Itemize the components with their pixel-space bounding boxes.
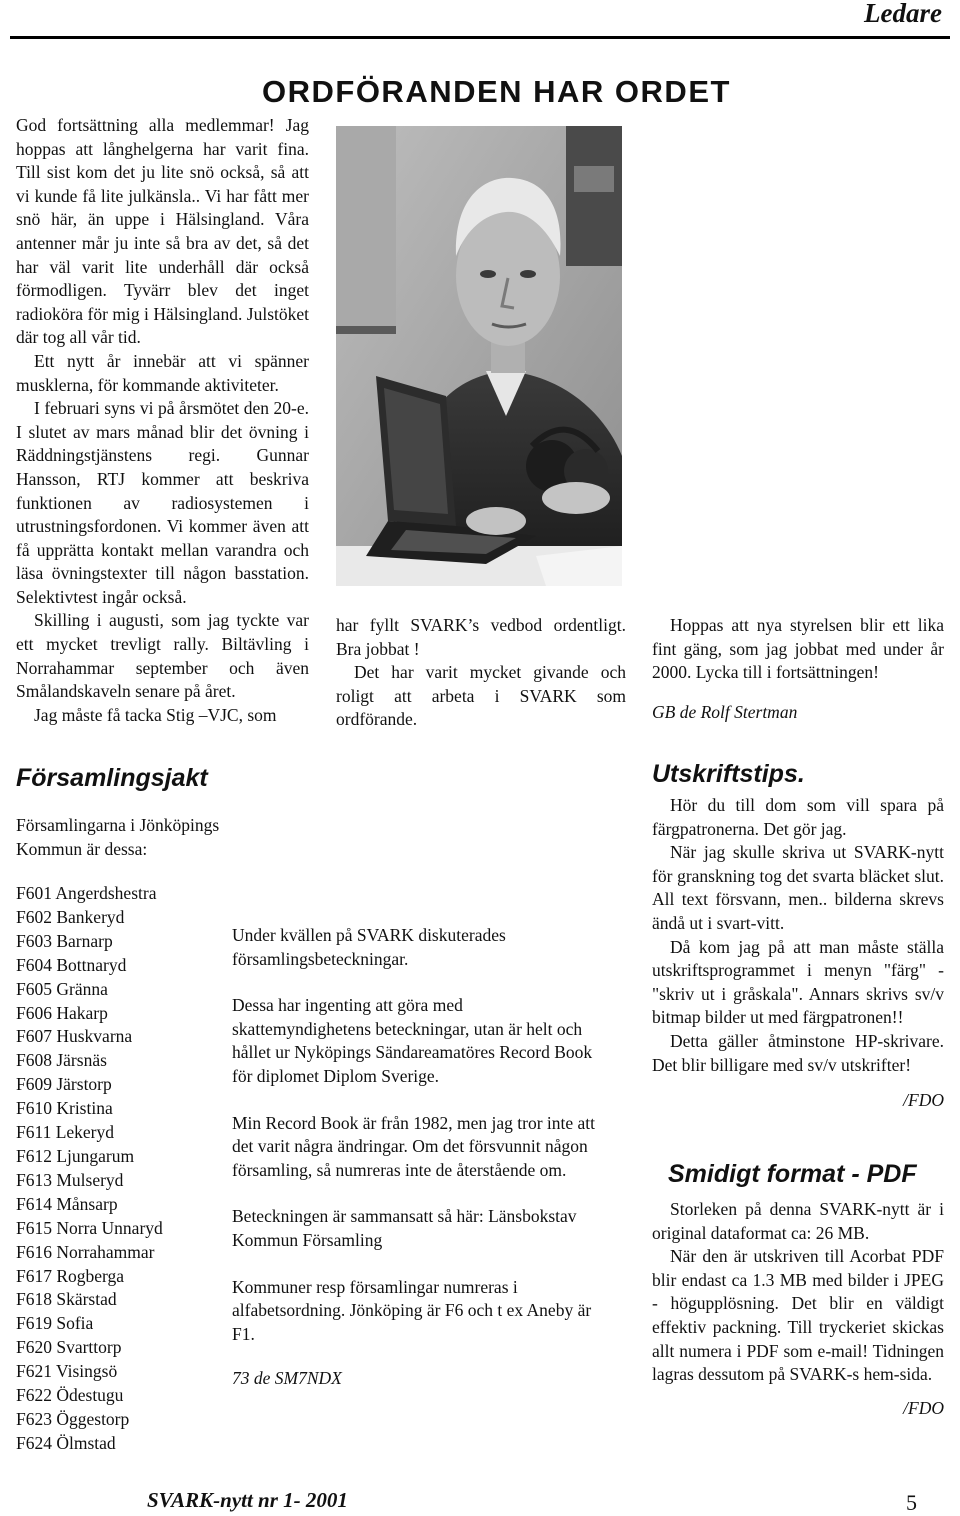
list-item: F601 Angerdshestra (16, 883, 157, 903)
list-item: F611 Lekeryd (16, 1122, 115, 1143)
article-paragraph: Skilling i augusti, som jag tyckte var ett mycket trevligt rally. Biltävling i Norrahammar september och även Smålandskaveln senare på året. (16, 610, 309, 702)
article-signature: GB de Rolf Stertman (652, 701, 798, 722)
article-paragraph: Hoppas att nya styrelsen blir ett lika fint gäng, som jag jobbat med under år 2000. Lycka till i fortsättningen! (652, 615, 944, 683)
forsamlingsjakt-paragraph: Under kvällen på SVARK diskuterades församlingsbeteckningar. (232, 925, 506, 969)
article-left-column (16, 114, 309, 727)
utskriftstips-paragraph: Detta gäller åtminstone HP-skrivare. Det blir billigare med sv/v utskrifter! (652, 1030, 944, 1075)
article-paragraph: Det har varit mycket givande och roligt att arbeta i SVARK som ordförande. (336, 662, 626, 730)
list-item: F615 Norra Unnaryd (16, 1217, 163, 1238)
pdf-signature: /FDO (903, 1397, 944, 1418)
list-item: F602 Bankeryd (16, 906, 125, 927)
list-item: F616 Norrahammar (16, 1241, 155, 1262)
forsamlingsjakt-paragraph: Min Record Book är från 1982, men jag tror inte att det varit några ändringar. Om det försvunnit någon församling, så numreras inte de återstående om. (232, 1112, 596, 1180)
utskriftstips-paragraph: Hör du till dom som vill spara på färgpatronerna. Det gör jag. (652, 795, 944, 839)
article-mid-column (336, 614, 626, 732)
list-item: F604 Bottnaryd (16, 954, 127, 975)
footer-title: SVARK-nytt nr 1- 2001 (147, 1488, 348, 1512)
article-headline: ORDFÖRANDEN HAR ORDET (262, 74, 731, 109)
header-rule (10, 36, 950, 39)
utskriftstips-headline: Utskriftstips. (652, 760, 805, 788)
parish-list (16, 882, 226, 1456)
forsamlingsjakt-paragraph: Kommuner resp församlingar numreras i alfabetsordning. Jönköping är F6 och t ex Aneby är F1. (232, 1276, 592, 1344)
list-item: F620 Svarttorp (16, 1337, 122, 1358)
list-item: F622 Ödestugu (16, 1385, 124, 1406)
list-item: F614 Månsarp (16, 1193, 118, 1214)
forsamlingsjakt-paragraph: Beteckningen är sammansatt så här: Länsbokstav Kommun Församling (232, 1206, 577, 1250)
list-item: F618 Skärstad (16, 1289, 117, 1310)
article-right-column (652, 614, 944, 724)
article-paragraph: Jag måste få tacka Stig –VJC, som (34, 704, 277, 725)
article-paragraph: I februari syns vi på årsmötet den 20-e. I slutet av mars månad blir det övning i Räddningstjänstens regi. Gunnar Hansson, RTJ kommer att beskriva funktionen av radiosystemen i utrustningsfordonen. Vi kommer även att få upprätta kontakt mellan varandra och läsa övningstexter till någon basstation. Selektivtest ingår också. (16, 398, 309, 607)
page-number: 5 (906, 1490, 917, 1515)
list-item: F613 Mulseryd (16, 1169, 124, 1190)
chairman-photo (336, 126, 622, 586)
utskriftstips-body (652, 794, 944, 1113)
list-item: F612 Ljungarum (16, 1145, 135, 1166)
list-item: F610 Kristina (16, 1098, 113, 1119)
article-paragraph: Ett nytt år innebär att vi spänner musklerna, för kommande aktiviteter. (16, 350, 309, 395)
list-item: F608 Järsnäs (16, 1050, 107, 1071)
list-item: F607 Huskvarna (16, 1026, 133, 1047)
utskriftstips-paragraph: Då kom jag på att man måste ställa utskriftsprogrammet i menyn "färg" - "skriv ut i gråskala". Annars skrivs sv/v bitmap bilder ut med färgpatronen!! (652, 936, 944, 1028)
pdf-paragraph: Storleken på denna SVARK-nytt är i original dataformat ca: 26 MB. (652, 1199, 944, 1243)
utskriftstips-signature: /FDO (903, 1090, 944, 1111)
list-item: F624 Ölmstad (16, 1432, 116, 1453)
pdf-headline: Smidigt format - PDF (668, 1160, 917, 1188)
forsamlingsjakt-body (232, 924, 600, 1414)
list-item: F603 Barnarp (16, 930, 113, 951)
list-item: F605 Gränna (16, 978, 108, 999)
article-paragraph: God fortsättning alla medlemmar! Jag hoppas att långhelgerna har varit fina. Till sist kom det ju lite snö också, så att vi kunde få lite julkänsla.. Vi har fått mer snö här, än uppe i Hälsingland. Våra antenner mår ju inte så bra av det, så det har väl varit lite underhåll där också förmodligen. Tyvärr blev det inget radioköra för mig i Hälsingland. Julstöket där tog all vår tid. (16, 115, 309, 348)
list-item: F617 Rogberga (16, 1265, 125, 1286)
forsamlingsjakt-paragraph: Dessa har ingenting att göra med skattemyndighetens beteckningar, utan är helt och hållet ur Nyköpings Sändareamatöres Record Book för diplomet Diplom Sverige. (232, 995, 593, 1086)
list-item: F623 Öggestorp (16, 1408, 130, 1429)
forsamlingsjakt-intro: Församlingarna i Jönköpings Kommun är dessa: (16, 815, 220, 859)
pdf-body (652, 1198, 944, 1420)
utskriftstips-paragraph: När jag skulle skriva ut SVARK-nytt för granskning tog det svarta bläcket slut. All text försvann, men.. bilderna skrevs ändå ut i svart-vitt. (652, 842, 944, 933)
list-item: F609 Järstorp (16, 1074, 112, 1095)
pdf-paragraph: När den är utskriven till Acorbat PDF blir endast ca 1.3 MB med bilder i JPEG - högupplösning. Det blir en väldigt effektiv packning. Till tryckeriet skickas allt numera i PDF som e-mail! Tidningen lagras dessutom på SVARK-s hem-sida. (652, 1246, 944, 1385)
list-item: F619 Sofia (16, 1313, 94, 1334)
forsamlingsjakt-headline: Församlingsjakt (16, 764, 208, 792)
article-paragraph: har fyllt SVARK’s vedbod ordentligt. Bra jobbat ! (336, 615, 626, 659)
section-label: Ledare (864, 0, 942, 28)
list-item: F621 Visingsö (16, 1361, 118, 1382)
list-item: F606 Hakarp (16, 1002, 108, 1023)
forsamlingsjakt-signature: 73 de SM7NDX (232, 1368, 342, 1389)
